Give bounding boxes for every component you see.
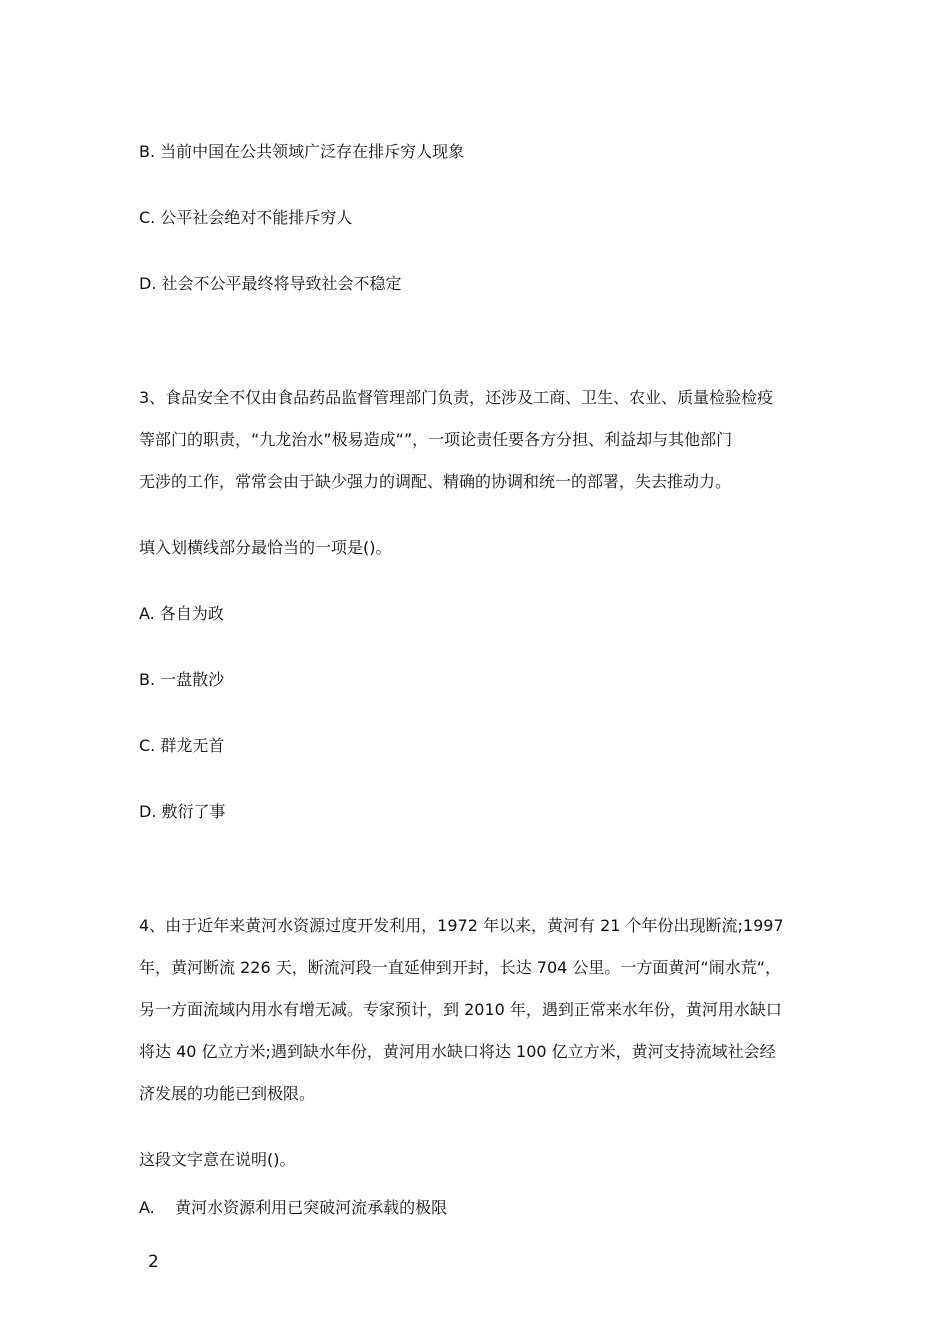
q4-stem-line-1: 4、由于近年来黄河水资源过度开发利用，1972 年以来，黄河有 21 个年份出现断流;1997 bbox=[139, 916, 784, 935]
q3-prompt: 填入划横线部分最恰当的一项是()。 bbox=[139, 538, 392, 557]
q3-stem-line-3: 无涉的工作，常常会由于缺少强力的调配、精确的协调和统一的部署，失去推动力。 bbox=[139, 472, 732, 491]
page-number: 2 bbox=[148, 1252, 159, 1272]
q3-option-c: C. 群龙无首 bbox=[139, 736, 225, 755]
q3-option-b: B. 一盘散沙 bbox=[139, 670, 225, 689]
q4-stem-line-3: 另一方面流域内用水有增无减。专家预计，到 2010 年，遇到正常来水年份，黄河用水缺口 bbox=[139, 1000, 782, 1019]
q4-prompt: 这段文字意在说明()。 bbox=[139, 1150, 296, 1169]
q3-option-d: D. 敷衍了事 bbox=[139, 802, 226, 821]
q4-stem-line-4: 将达 40 亿立方米;遇到缺水年份，黄河用水缺口将达 100 亿立方米，黄河支持流域社会经 bbox=[139, 1042, 776, 1061]
q2-option-b: B. 当前中国在公共领域广泛存在排斥穷人现象 bbox=[139, 142, 465, 161]
q3-option-a: A. 各自为政 bbox=[139, 604, 224, 623]
q4-stem-line-5: 济发展的功能已到极限。 bbox=[139, 1084, 316, 1103]
q3-stem-line-1: 3、食品安全不仅由食品药品监督管理部门负责，还涉及工商、卫生、农业、质量检验检疫 bbox=[139, 388, 774, 407]
q4-stem-line-2: 年，黄河断流 226 天，断流河段一直延伸到开封，长达 704 公里。一方面黄河“闹水荒“， bbox=[139, 958, 782, 977]
q2-option-c: C. 公平社会绝对不能排斥穷人 bbox=[139, 208, 353, 227]
q3-stem-line-2: 等部门的职责，“九龙治水”极易造成“”，一项论责任要各方分担、利益却与其他部门 bbox=[139, 430, 733, 449]
q4-option-a: A. 黄河水资源利用已突破河流承载的极限 bbox=[139, 1198, 448, 1217]
q2-option-d: D. 社会不公平最终将导致社会不稳定 bbox=[139, 274, 402, 293]
